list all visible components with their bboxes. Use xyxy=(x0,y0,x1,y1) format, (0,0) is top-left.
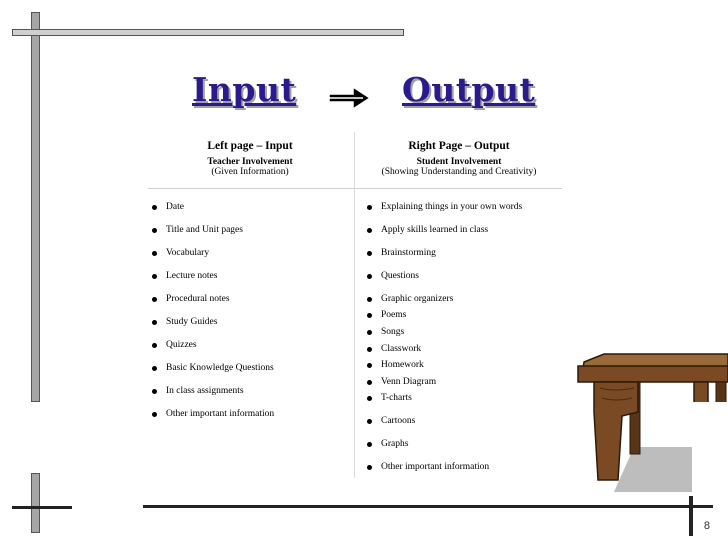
bullet-icon xyxy=(367,419,372,424)
bullet-icon xyxy=(367,396,372,401)
bullet-icon xyxy=(152,412,157,417)
bullet-icon xyxy=(152,297,157,302)
frame-bottom-left-post xyxy=(31,473,40,533)
bullet-icon xyxy=(152,389,157,394)
bullet-icon xyxy=(152,205,157,210)
frame-bottom-left-tick xyxy=(12,506,72,509)
output-heading: Output xyxy=(402,70,536,109)
right-column-subtitle: Student Involvement xyxy=(416,157,502,167)
bullet-icon xyxy=(367,228,372,233)
bullet-icon xyxy=(152,343,157,348)
bullet-icon xyxy=(367,297,372,302)
left-column-title: Left page – Input xyxy=(207,140,293,152)
bullet-icon xyxy=(367,251,372,256)
bullet-icon xyxy=(152,320,157,325)
table-column-divider xyxy=(354,132,355,478)
frame-bottom-line xyxy=(143,505,713,508)
bullet-icon xyxy=(367,442,372,447)
left-column-subtitle: Teacher Involvement xyxy=(207,157,293,167)
input-heading: Input xyxy=(192,70,297,109)
right-column-note: (Showing Understanding and Creativity) xyxy=(381,167,537,177)
frame-top-horizontal-bar xyxy=(12,29,404,36)
left-column-header xyxy=(150,140,350,177)
bullet-icon xyxy=(152,366,157,371)
left-column-note: (Given Information) xyxy=(211,167,289,177)
desk-clipart-icon xyxy=(574,352,728,494)
bullet-icon xyxy=(152,228,157,233)
frame-right-post xyxy=(689,496,693,536)
right-column-header xyxy=(356,140,562,177)
bullet-icon xyxy=(152,274,157,279)
bullet-icon xyxy=(367,465,372,470)
table-header-divider xyxy=(148,188,562,189)
bullet-icon xyxy=(152,251,157,256)
bullet-icon xyxy=(367,313,372,318)
bullet-icon xyxy=(367,380,372,385)
bullet-icon xyxy=(367,347,372,352)
bullet-icon xyxy=(367,205,372,210)
bullet-icon xyxy=(367,274,372,279)
bullet-icon xyxy=(367,330,372,335)
right-column-title: Right Page – Output xyxy=(408,140,510,152)
frame-left-vertical-bar xyxy=(31,12,40,402)
bullet-icon xyxy=(367,363,372,368)
page-number: 8 xyxy=(703,520,710,532)
bold-right-arrow-icon xyxy=(327,84,373,112)
